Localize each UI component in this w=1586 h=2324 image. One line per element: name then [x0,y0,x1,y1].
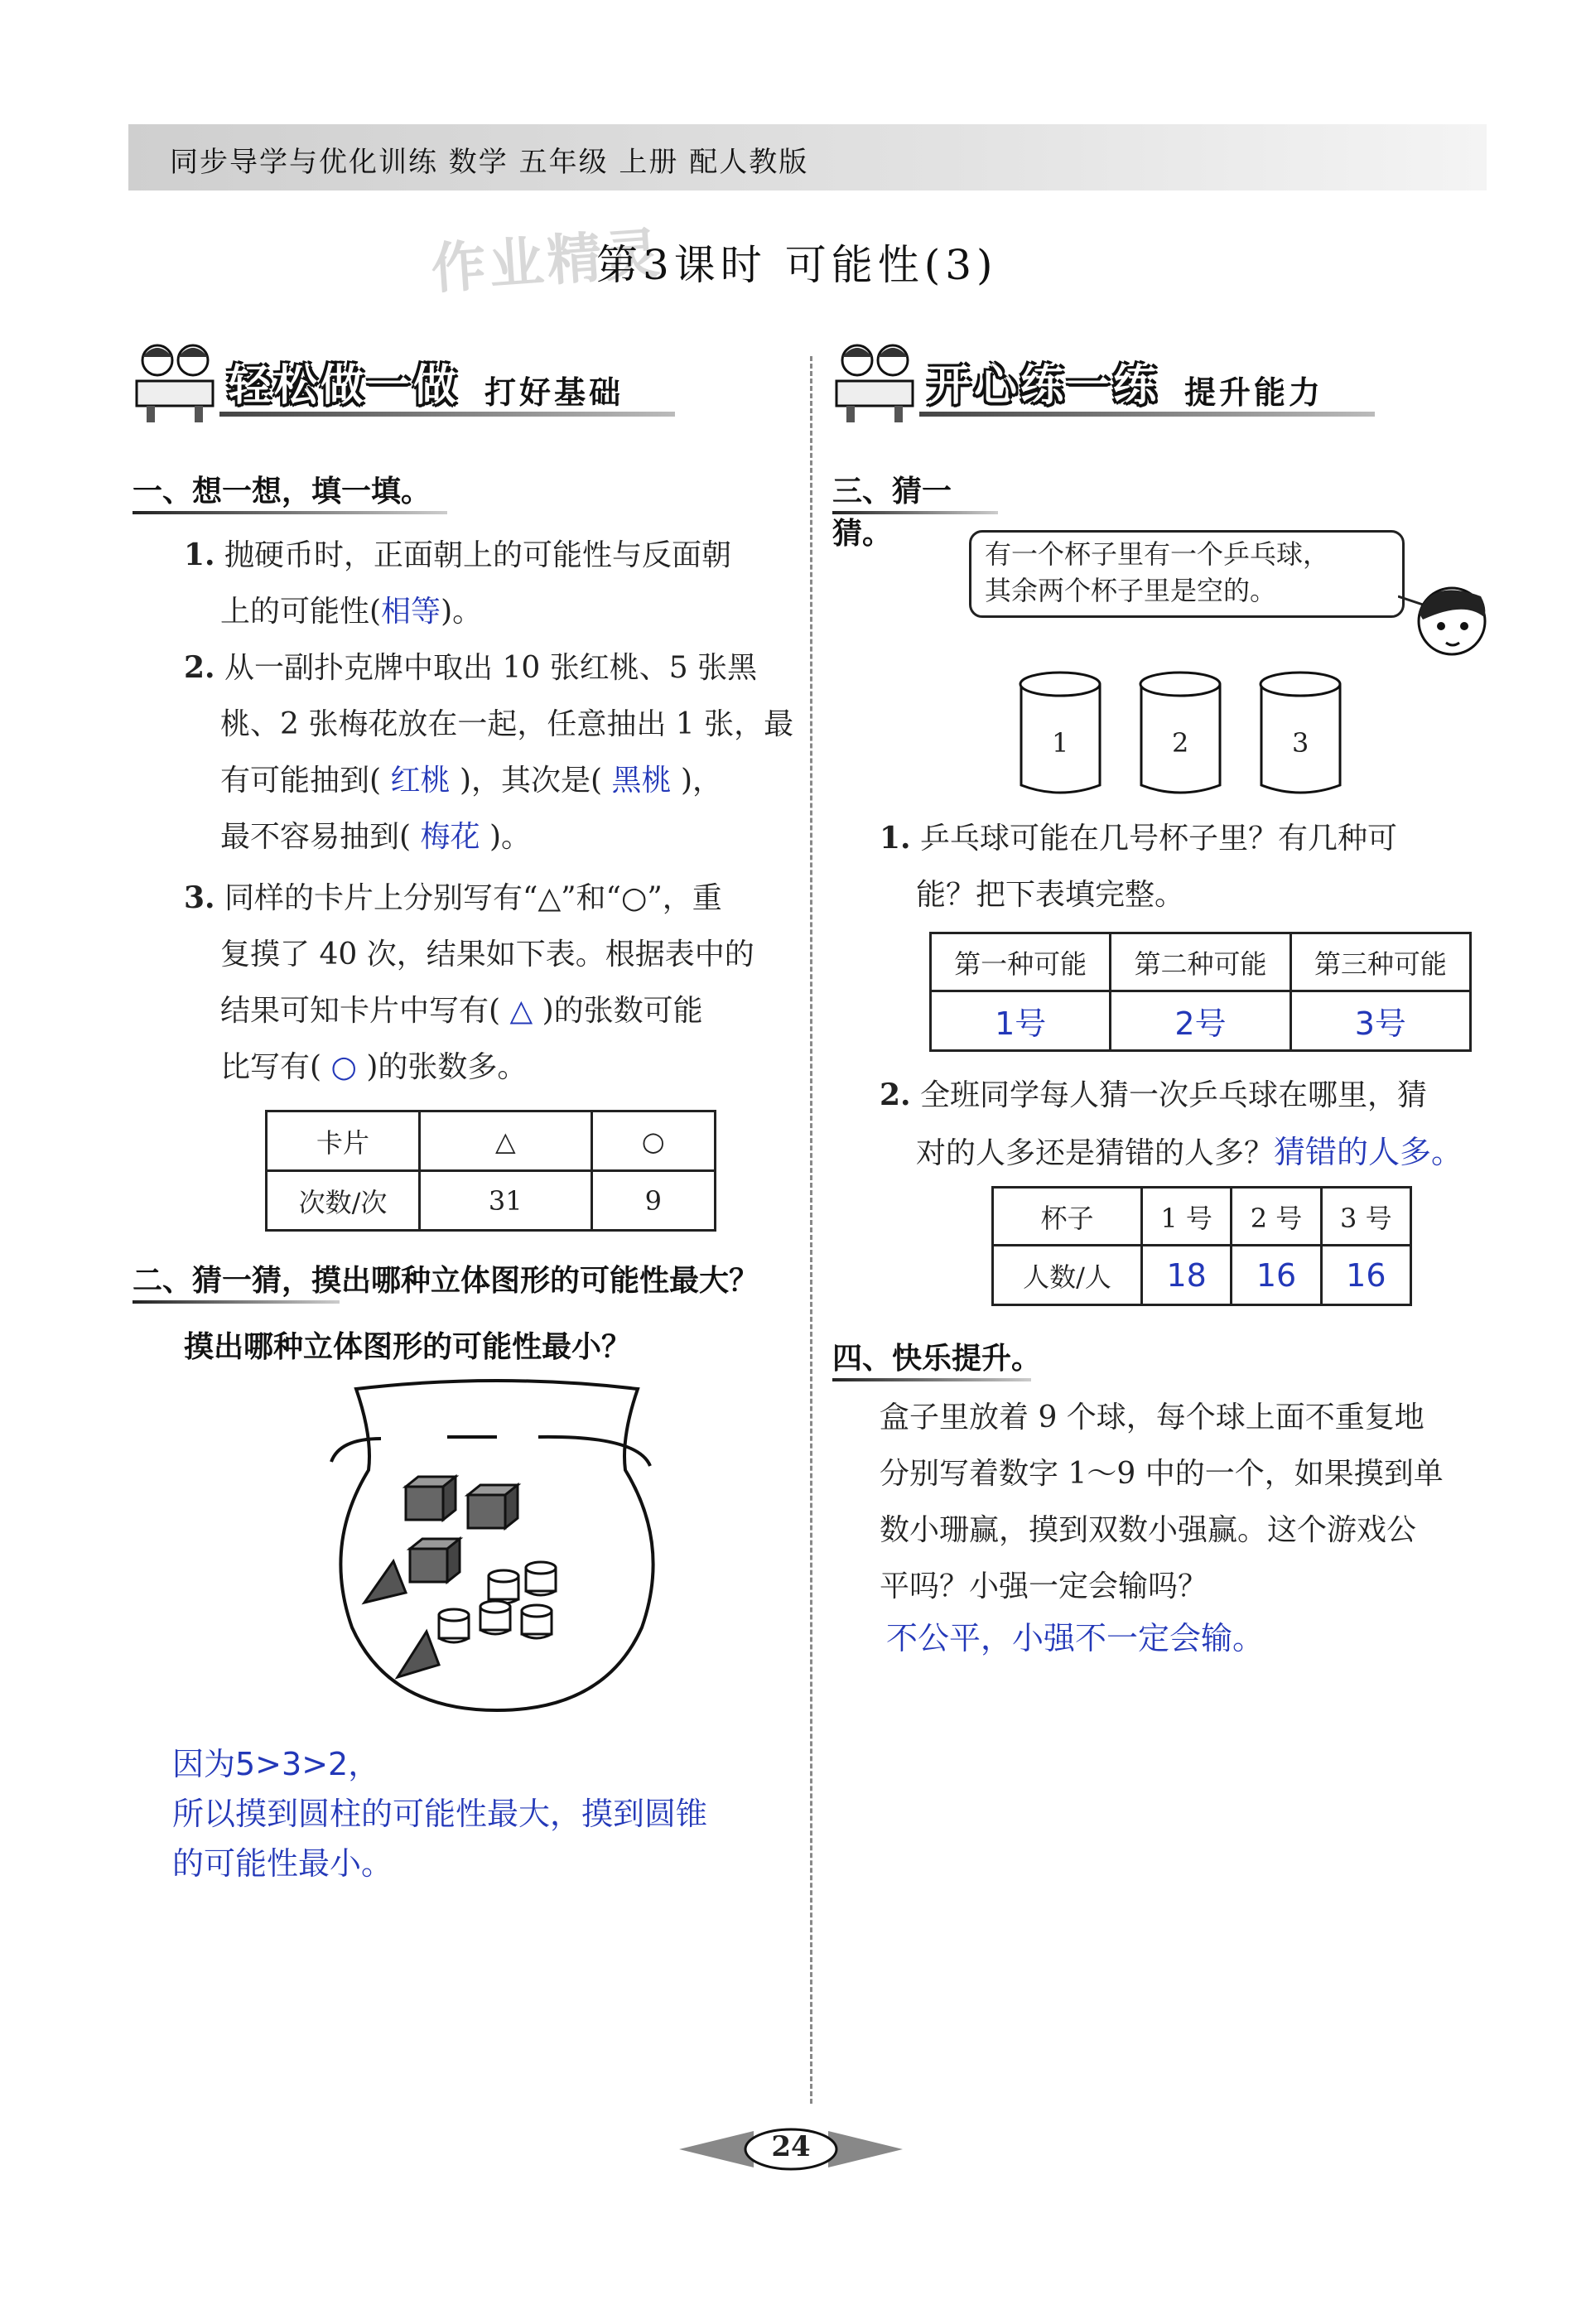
q1-number: 1. [184,538,215,572]
cylinder-icon [522,1605,552,1638]
section2-answer-line3: 的可能性最小。 [172,1845,393,1882]
table-header-triangle: △ [420,1111,592,1171]
lesson-title: 第3课时 可能性(3) [596,241,998,289]
q3-line3a: 结果可知卡片中写有( [220,994,501,1028]
section4-body [880,1390,1509,1615]
q1-block [184,527,797,640]
guess-count-table [991,1186,1412,1306]
s3-q1-block [880,810,1492,923]
q2-line2: 桃、2 张梅花放在一起，任意抽出 1 张，最 [220,707,794,741]
q3-line2: 复摸了 40 次，结果如下表。根据表中的 [220,938,754,972]
cube-icon [406,1477,456,1520]
table-row-label: 次数/次 [267,1171,420,1231]
q1-line2a: 上的可能性( [220,595,382,629]
table-header-card: 卡片 [267,1111,420,1171]
possibility-value-1: 1号 [931,991,1111,1051]
speech-bubble-line1: 有一个杯子里有一个乒乓球， [985,538,1330,570]
cylinder-icon [526,1562,556,1595]
guess-header-2: 2 号 [1232,1188,1321,1246]
column-divider [810,356,812,2104]
q3-number: 3. [184,880,215,915]
q2-answer3: 梅花 [420,820,480,854]
left-banner-title: 轻松做一做 [228,361,460,411]
section4-line2: 分别写着数字 1～9 中的一个，如果摸到单 [880,1457,1444,1491]
left-banner-underline [219,412,675,417]
q2-line1: 从一副扑克牌中取出 10 张红桃、5 张黑 [224,651,758,685]
students-reading-icon [828,335,919,427]
cylinder-icon [439,1609,469,1642]
guess-header-1: 1 号 [1142,1188,1232,1246]
speech-bubble [969,530,1405,618]
table-cell-triangle-count: 31 [420,1171,592,1231]
q2-answer1: 红桃 [390,764,451,798]
right-banner-underline [919,412,1375,417]
guess-header-cup: 杯子 [993,1188,1142,1246]
q1-answer: 相等 [381,595,441,629]
q2-line4b: )。 [489,820,532,854]
s3-q2-line1: 全班同学每人猜一次乒乓球在哪里，猜 [920,1078,1428,1112]
table-cell-circle-count: 9 [591,1171,715,1231]
bag-of-solids-illustration [323,1379,671,1719]
table-header-circle: ○ [591,1111,715,1171]
section1-heading-text: 一、想一想，填一填。 [133,475,431,509]
section3-heading-text: 三、猜一猜。 [832,475,952,551]
right-section-banner [828,335,1375,427]
s3-q2-block [880,1067,1526,1182]
section4-line4: 平吗？小强一定会输吗？ [880,1569,1208,1603]
cube-icon [410,1539,460,1582]
watermark: 作业精灵 [429,221,665,301]
cup-2-label: 2 [1172,727,1189,759]
q3-answer2: ○ [330,1050,357,1084]
book-header: 同步导学与优化训练 数学 五年级 上册 配人教版 [170,146,809,179]
left-section-banner [128,335,675,427]
section4-answer: 不公平，小强不一定会输。 [886,1620,1265,1656]
possibility-header-2: 第二种可能 [1111,933,1290,991]
guess-value-3: 16 [1321,1246,1410,1305]
section4-underline [832,1378,1031,1381]
page-number: 24 [771,2130,811,2163]
s3-q2-line2: 对的人多还是猜错的人多？ [916,1136,1275,1170]
section2-subheading: 摸出哪种立体图形的可能性最小？ [184,1330,632,1364]
section4-heading [832,1335,1048,1377]
guess-header-3: 3 号 [1321,1188,1410,1246]
q1-line1: 抛硬币时，正面朝上的可能性与反面朝 [224,538,732,572]
q3-line3b: )的张数可能 [542,994,703,1028]
cup-1-label: 1 [1052,727,1069,759]
possibility-header-1: 第一种可能 [931,933,1111,991]
q3-line4a: 比写有( [220,1050,322,1084]
q2-line3a: 有可能抽到( [220,764,382,798]
guess-row-label: 人数/人 [993,1246,1142,1305]
section4-line1: 盒子里放着 9 个球，每个球上面不重复地 [880,1401,1425,1434]
s3-q1-number: 1. [880,821,911,856]
left-banner-subtitle: 打好基础 [484,374,624,411]
q3-line1: 同样的卡片上分别写有“△”和“○”，重 [224,881,722,915]
card-count-table [265,1110,716,1232]
possibility-table [929,932,1472,1052]
section3-underline [832,511,998,514]
s3-q1-line1: 乒乓球可能在几号杯子里？有几种可 [920,822,1398,856]
boy-face-icon [1398,571,1497,663]
section4-line3: 数小珊赢，摸到双数小强赢。这个游戏公 [880,1513,1417,1547]
possibility-header-3: 第三种可能 [1290,933,1470,991]
s3-q1-line2: 能？把下表填完整。 [916,878,1185,912]
q2-number: 2. [184,650,215,685]
speech-bubble-text [985,536,1329,609]
q2-answer2: 黑桃 [611,764,672,798]
s3-q2-answer: 猜错的人多。 [1274,1134,1463,1170]
q2-line3c: )， [680,764,723,798]
q1-line2b: )。 [441,595,483,629]
section2-heading-text: 二、猜一猜，摸出哪种立体图形的可能性最大？ [133,1264,759,1298]
speech-bubble-line2: 其余两个杯子里是空的。 [985,575,1277,606]
section4-heading-text: 四、快乐提升。 [832,1342,1042,1376]
cylinder-icon [480,1601,510,1634]
guess-value-1: 18 [1142,1246,1232,1305]
q3-line4b: )的张数多。 [366,1050,528,1084]
cup-3-label: 3 [1292,727,1309,759]
q2-line4a: 最不容易抽到( [220,820,412,854]
right-banner-subtitle: 提升能力 [1184,374,1324,411]
students-reading-icon [128,335,219,427]
q2-line3b: )，其次是( [459,764,603,798]
q3-answer1: △ [509,994,533,1028]
possibility-value-2: 2号 [1111,991,1290,1051]
possibility-value-3: 3号 [1290,991,1470,1051]
guess-value-2: 16 [1232,1246,1321,1305]
q3-block [184,870,797,1096]
right-banner-title: 开心练一练 [928,361,1160,411]
cylinder-icon [489,1570,518,1603]
section1-heading [133,468,447,510]
section2-heading [133,1257,803,1299]
cube-icon [468,1485,518,1528]
q2-block [184,639,797,865]
section2-answer [172,1739,802,1888]
section2-answer-line2: 所以摸到圆柱的可能性最大，摸到圆锥 [172,1796,708,1832]
section2-answer-line1: 因为5>3>2， [172,1746,380,1782]
section2-underline [133,1300,340,1304]
section1-underline [133,511,447,514]
s3-q2-number: 2. [880,1078,911,1112]
